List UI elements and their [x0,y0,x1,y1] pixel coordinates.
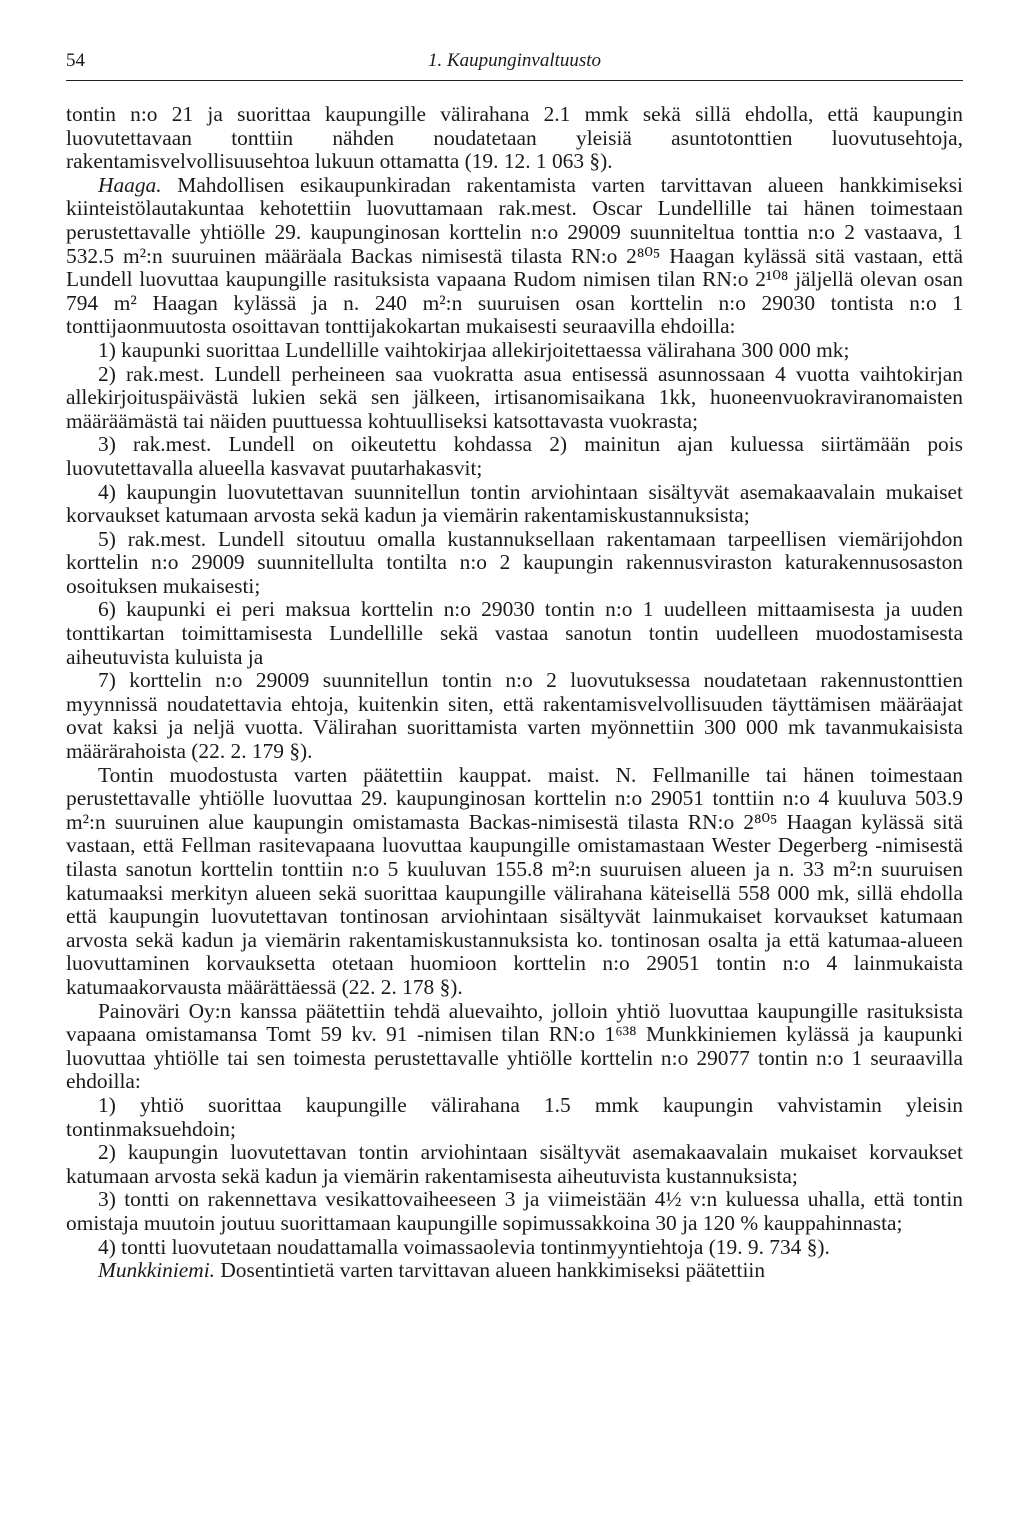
paragraph-text: Tontin muodostusta varten päätettiin kauppat. maist. N. Fellmanille tai hänen toimestaan perustettavalle yhtiölle luovuttaa 29. kaupunginosan korttelin n:o 29051 tonttiin n:o 4 kuuluva 503.9 m²:n suuruinen alue kaupungin omistamasta Backas-nimisestä tilasta RN:o 2⁸⁰⁵ Haagan kylässä sitä vastaan, että Fellman rasitevapaana luovuttaa kaupungille omistamastaan Wester Degerberg -nimisestä tilasta sanotun korttelin tonttiin n:o 5 kuuluvan 155.8 m²:n suuruisen alueen ja n. 33 m²:n suuruisen katumaaksi merkityn alueen sekä suorittaa kaupungille välirahana käteisellä 558 000 mk, sillä ehdolla että kaupungin luovutettavan tontinosan arviohintaan sisältyvät lainmukaiset korvaukset katumaan arvosta sekä kadun ja viemärin rakentamiskustannuksista ko. tontinosan osalta ja että katumaa-alueen luovuttaminen korvauksetta otetaan huomioon korttelin n:o 29051 tontin n:o 4 lainmukaista katumaakorvausta määrättäessä (22. 2. 178 §). [66,762,963,999]
list-item [66,1094,963,1141]
paragraph-text: Painoväri Oy:n kanssa päätettiin tehdä aluevaihto, jolloin yhtiö luovuttaa kaupungille rasituksista vapaana omistamansa Tomt 59 kv. 91 -nimisen tilan RN:o 1⁶³⁸ Munkkiniemen kylässä ja kaupunki luovuttaa yhtiölle tai sen toimesta perustettavalle yhtiölle korttelin n:o 29077 tontin n:o 1 seuraavilla ehdoilla: [66,998,963,1094]
page-header [66,50,963,81]
list-item [66,481,963,528]
paragraph [66,1000,963,1094]
paragraph [66,103,963,174]
paragraph-text: 5) rak.mest. Lundell sitoutuu omalla kustannuksellaan rakentamaan tarpeellisen viemärijohdon korttelin n:o 29009 suunnitellulta tontilta n:o 2 kaupungin rakennusviraston katurakennusosaston osoituksen mukaisesti; [66,526,963,598]
running-head: 1. Kaupunginvaltuusto [427,50,602,71]
paragraph-text: 6) kaupunki ei peri maksua korttelin n:o 29030 tontin n:o 1 uudelleen mittaamisesta ja uuden tonttikartan toimittamisesta Lundellille sekä vastaa sanotun tontin uudelleen muodostamisesta aiheutuvista kuluista ja [66,597,963,669]
paragraph-text: 7) korttelin n:o 29009 suunnitellun tontin n:o 2 luovutuksessa noudatetaan rakennustonttien myynnissä noudatettavia ehtoja, kuitenkin siten, että rakentamisvelvollisuuden täyttämisen määräajat ovat kaksi ja neljä vuotta. Välirahan suorittamista varten myönnettiin 300 000 mk tavanmukaisista määrärahoista (22. 2. 179 §). [66,668,963,764]
paragraph-text: 2) rak.mest. Lundell perheineen saa vuokratta asua entisessä asunnossaan 4 vuotta vaihtokirjan allekirjoituspäivästä lukien sekä sen jälkeen, irtisanomisaikana 1kk, huoneenvuokraviranomaisten määräämästä tai näiden puuttuessa kohtuulliseksi katsottavasta vuokrasta; [66,361,963,433]
paragraph [66,174,963,339]
body-text [66,103,963,1283]
list-item [66,669,963,763]
list-item [66,1236,963,1260]
list-item [66,363,963,434]
paragraph-lead: Haaga. [98,172,162,197]
paragraph-text: 3) rak.mest. Lundell on oikeutettu kohdassa 2) mainitun ajan kuluessa siirtämään pois luovutettavalla alueella kasvavat puutarhakasvit; [66,432,963,480]
paragraph-text: tontin n:o 21 ja suorittaa kaupungille välirahana 2.1 mmk sekä sillä ehdolla, että kaupungin luovutettavaan tonttiin nähden noudatetaan yleisiä asuntotonttien luovutusehtoja, rakentamisvelvollisuusehtoa lukuun ottamatta (19. 12. 1 063 §). [66,102,963,174]
paragraph [66,764,963,1000]
paragraph-text: 4) tontti luovutetaan noudattamalla voimassaolevia tontinmyyntiehtoja (19. 9. 734 §). [98,1234,830,1259]
page-number: 54 [66,50,85,71]
list-item [66,339,963,363]
paragraph-text: 1) yhtiö suorittaa kaupungille välirahana 1.5 mmk kaupungin vahvistamin yleisin tontinmaksuehdoin; [66,1092,963,1141]
paragraph-text: Mahdollisen esikaupunkiradan rakentamista varten tarvittavan alueen hankkimiseksi kiinteistölautakuntaa kehotettiin luovuttamaan rak.mest. Oscar Lundellille tai hänen toimestaan perustettavalle yhtiölle 29. kaupunginosan korttelin n:o 29009 suunniteltua tonttia n:o 2 vastaava, 1 532.5 m²:n suuruinen määräala Backas nimisestä tilasta RN:o 2⁸⁰⁵ Haagan kylässä sitä vastaan, että Lundell luovuttaa kaupungille rasituksista vapaana Rudom nimisen tilan RN:o 2¹⁰⁸ jäljellä olevan osan 794 m² Haagan kylässä ja n. 240 m²:n suuruisen osan korttelin n:o 29030 tontista n:o 1 tonttijaonmuutosta osoittavan tonttijakokartan mukaisesti seuraavilla ehdoilla: [66,172,963,339]
paragraph-text: 3) tontti on rakennettava vesikattovaiheeseen 3 ja viimeistään 4½ v:n kuluessa uhalla, että tontin omistaja muutoin joutuu suorittamaan kaupungille sopimussakkoina 30 ja 120 % kauppahinnasta; [66,1187,963,1235]
list-item [66,1188,963,1235]
paragraph-text: 2) kaupungin luovutettavan tontin arviohintaan sisältyvät asemakaavalain mukaiset korvaukset katumaan arvosta sekä kadun ja viemärin rakentamisesta aiheutuvista kustannuksista; [66,1140,963,1188]
list-item [66,1141,963,1188]
paragraph-lead: Munkkiniemi. [98,1258,216,1283]
list-item [66,528,963,599]
list-item [66,433,963,480]
list-item [66,598,963,669]
paragraph-text: Dosentintietä varten tarvittavan alueen hankkimiseksi päätettiin [215,1258,766,1283]
paragraph [66,1259,963,1283]
paragraph-text: 4) kaupungin luovutettavan suunnitellun tontin arviohintaan sisältyvät asemakaavalain mukaiset korvaukset katumaan arvosta sekä kadun ja viemärin rakentamiskustannuksista; [66,479,963,528]
paragraph-text: 1) kaupunki suorittaa Lundellille vaihtokirjaa allekirjoitettaessa välirahana 300 000 mk; [98,337,850,362]
